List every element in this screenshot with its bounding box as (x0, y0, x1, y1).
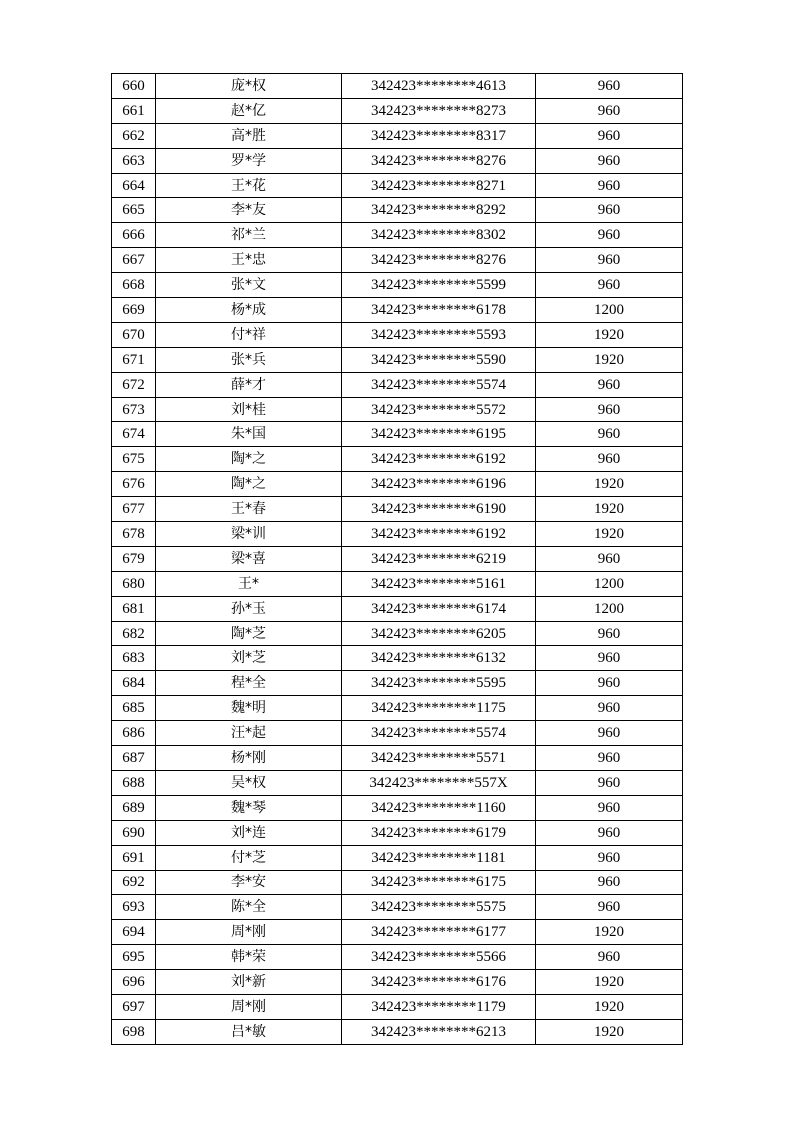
name-cell: 王* (156, 571, 342, 596)
id-number-cell: 342423********6219 (342, 546, 536, 571)
amount-cell: 960 (536, 198, 683, 223)
row-number-cell: 698 (112, 1019, 156, 1044)
table-row (112, 472, 683, 497)
table-row (112, 546, 683, 571)
id-number-cell: 342423********6192 (342, 522, 536, 547)
row-number-cell: 665 (112, 198, 156, 223)
amount-cell: 960 (536, 870, 683, 895)
name-cell: 祁*兰 (156, 223, 342, 248)
name-cell: 陶*之 (156, 472, 342, 497)
table-row (112, 372, 683, 397)
roster-table-body (112, 74, 683, 1045)
id-number-cell: 342423********8302 (342, 223, 536, 248)
name-cell: 李*安 (156, 870, 342, 895)
amount-cell: 1920 (536, 497, 683, 522)
id-number-cell: 342423********8317 (342, 123, 536, 148)
table-row (112, 596, 683, 621)
name-cell: 梁*训 (156, 522, 342, 547)
row-number-cell: 680 (112, 571, 156, 596)
amount-cell: 960 (536, 422, 683, 447)
id-number-cell: 342423********1181 (342, 845, 536, 870)
table-row (112, 820, 683, 845)
table-row (112, 994, 683, 1019)
table-row (112, 895, 683, 920)
amount-cell: 960 (536, 646, 683, 671)
row-number-cell: 696 (112, 970, 156, 995)
name-cell: 程*全 (156, 671, 342, 696)
row-number-cell: 694 (112, 920, 156, 945)
id-number-cell: 342423********6196 (342, 472, 536, 497)
row-number-cell: 660 (112, 74, 156, 99)
name-cell: 薛*才 (156, 372, 342, 397)
id-number-cell: 342423********6192 (342, 447, 536, 472)
name-cell: 张*兵 (156, 347, 342, 372)
row-number-cell: 672 (112, 372, 156, 397)
id-number-cell: 342423********5590 (342, 347, 536, 372)
row-number-cell: 681 (112, 596, 156, 621)
table-row (112, 970, 683, 995)
name-cell: 刘*桂 (156, 397, 342, 422)
table-row (112, 795, 683, 820)
name-cell: 陶*芝 (156, 621, 342, 646)
row-number-cell: 685 (112, 696, 156, 721)
table-row (112, 770, 683, 795)
row-number-cell: 688 (112, 770, 156, 795)
name-cell: 王*春 (156, 497, 342, 522)
row-number-cell: 678 (112, 522, 156, 547)
amount-cell: 1200 (536, 298, 683, 323)
row-number-cell: 682 (112, 621, 156, 646)
row-number-cell: 693 (112, 895, 156, 920)
amount-cell: 960 (536, 447, 683, 472)
amount-cell: 960 (536, 721, 683, 746)
id-number-cell: 342423********6174 (342, 596, 536, 621)
amount-cell: 960 (536, 895, 683, 920)
table-row (112, 646, 683, 671)
table-row (112, 571, 683, 596)
name-cell: 高*胜 (156, 123, 342, 148)
row-number-cell: 663 (112, 148, 156, 173)
table-row (112, 447, 683, 472)
row-number-cell: 689 (112, 795, 156, 820)
id-number-cell: 342423********5593 (342, 322, 536, 347)
name-cell: 孙*玉 (156, 596, 342, 621)
name-cell: 李*友 (156, 198, 342, 223)
id-number-cell: 342423********6190 (342, 497, 536, 522)
amount-cell: 960 (536, 148, 683, 173)
name-cell: 刘*连 (156, 820, 342, 845)
row-number-cell: 673 (112, 397, 156, 422)
amount-cell: 1920 (536, 1019, 683, 1044)
table-row (112, 123, 683, 148)
name-cell: 王*花 (156, 173, 342, 198)
name-cell: 朱*国 (156, 422, 342, 447)
name-cell: 杨*成 (156, 298, 342, 323)
name-cell: 张*文 (156, 273, 342, 298)
row-number-cell: 690 (112, 820, 156, 845)
id-number-cell: 342423********5595 (342, 671, 536, 696)
row-number-cell: 667 (112, 248, 156, 273)
table-row (112, 945, 683, 970)
amount-cell: 1920 (536, 322, 683, 347)
row-number-cell: 691 (112, 845, 156, 870)
table-row (112, 98, 683, 123)
row-number-cell: 677 (112, 497, 156, 522)
name-cell: 魏*明 (156, 696, 342, 721)
table-row (112, 223, 683, 248)
name-cell: 陶*之 (156, 447, 342, 472)
id-number-cell: 342423********5572 (342, 397, 536, 422)
amount-cell: 960 (536, 248, 683, 273)
amount-cell: 960 (536, 795, 683, 820)
row-number-cell: 669 (112, 298, 156, 323)
name-cell: 韩*荣 (156, 945, 342, 970)
name-cell: 魏*琴 (156, 795, 342, 820)
name-cell: 周*刚 (156, 994, 342, 1019)
id-number-cell: 342423********6205 (342, 621, 536, 646)
id-number-cell: 342423********6179 (342, 820, 536, 845)
id-number-cell: 342423********8271 (342, 173, 536, 198)
amount-cell: 960 (536, 696, 683, 721)
id-number-cell: 342423********8292 (342, 198, 536, 223)
id-number-cell: 342423********5574 (342, 721, 536, 746)
amount-cell: 960 (536, 74, 683, 99)
table-row (112, 322, 683, 347)
row-number-cell: 676 (112, 472, 156, 497)
id-number-cell: 342423********8276 (342, 248, 536, 273)
amount-cell: 960 (536, 273, 683, 298)
id-number-cell: 342423********1175 (342, 696, 536, 721)
row-number-cell: 692 (112, 870, 156, 895)
id-number-cell: 342423********5599 (342, 273, 536, 298)
name-cell: 王*忠 (156, 248, 342, 273)
amount-cell: 960 (536, 945, 683, 970)
name-cell: 付*芝 (156, 845, 342, 870)
id-number-cell: 342423********5161 (342, 571, 536, 596)
name-cell: 庞*权 (156, 74, 342, 99)
row-number-cell: 683 (112, 646, 156, 671)
amount-cell: 960 (536, 746, 683, 771)
amount-cell: 1920 (536, 472, 683, 497)
amount-cell: 1920 (536, 920, 683, 945)
row-number-cell: 670 (112, 322, 156, 347)
id-number-cell: 342423********6175 (342, 870, 536, 895)
row-number-cell: 668 (112, 273, 156, 298)
row-number-cell: 664 (112, 173, 156, 198)
amount-cell: 960 (536, 546, 683, 571)
table-row (112, 721, 683, 746)
table-row (112, 148, 683, 173)
row-number-cell: 695 (112, 945, 156, 970)
table-row (112, 870, 683, 895)
row-number-cell: 674 (112, 422, 156, 447)
id-number-cell: 342423********6178 (342, 298, 536, 323)
id-number-cell: 342423********4613 (342, 74, 536, 99)
id-number-cell: 342423********6177 (342, 920, 536, 945)
name-cell: 刘*芝 (156, 646, 342, 671)
name-cell: 吕*敏 (156, 1019, 342, 1044)
amount-cell: 960 (536, 845, 683, 870)
name-cell: 刘*新 (156, 970, 342, 995)
name-cell: 杨*刚 (156, 746, 342, 771)
id-number-cell: 342423********6132 (342, 646, 536, 671)
row-number-cell: 666 (112, 223, 156, 248)
id-number-cell: 342423********1160 (342, 795, 536, 820)
name-cell: 陈*全 (156, 895, 342, 920)
id-number-cell: 342423********5571 (342, 746, 536, 771)
id-number-cell: 342423********8273 (342, 98, 536, 123)
name-cell: 吴*权 (156, 770, 342, 795)
table-row (112, 397, 683, 422)
row-number-cell: 661 (112, 98, 156, 123)
table-row (112, 422, 683, 447)
row-number-cell: 671 (112, 347, 156, 372)
name-cell: 付*祥 (156, 322, 342, 347)
table-row (112, 298, 683, 323)
amount-cell: 1200 (536, 596, 683, 621)
row-number-cell: 679 (112, 546, 156, 571)
row-number-cell: 675 (112, 447, 156, 472)
amount-cell: 1920 (536, 347, 683, 372)
row-number-cell: 697 (112, 994, 156, 1019)
name-cell: 罗*学 (156, 148, 342, 173)
amount-cell: 1920 (536, 970, 683, 995)
amount-cell: 1200 (536, 571, 683, 596)
table-row (112, 522, 683, 547)
id-number-cell: 342423********6195 (342, 422, 536, 447)
id-number-cell: 342423********5566 (342, 945, 536, 970)
amount-cell: 960 (536, 123, 683, 148)
id-number-cell: 342423********557X (342, 770, 536, 795)
table-row (112, 746, 683, 771)
amount-cell: 960 (536, 223, 683, 248)
amount-cell: 1920 (536, 994, 683, 1019)
row-number-cell: 687 (112, 746, 156, 771)
roster-table (111, 73, 683, 1045)
id-number-cell: 342423********6213 (342, 1019, 536, 1044)
row-number-cell: 684 (112, 671, 156, 696)
table-row (112, 696, 683, 721)
table-row (112, 273, 683, 298)
table-row (112, 920, 683, 945)
name-cell: 梁*喜 (156, 546, 342, 571)
amount-cell: 960 (536, 397, 683, 422)
id-number-cell: 342423********6176 (342, 970, 536, 995)
table-row (112, 173, 683, 198)
id-number-cell: 342423********5574 (342, 372, 536, 397)
table-row (112, 198, 683, 223)
row-number-cell: 686 (112, 721, 156, 746)
id-number-cell: 342423********1179 (342, 994, 536, 1019)
id-number-cell: 342423********5575 (342, 895, 536, 920)
table-row (112, 1019, 683, 1044)
name-cell: 赵*亿 (156, 98, 342, 123)
table-row (112, 621, 683, 646)
table-row (112, 74, 683, 99)
table-row (112, 248, 683, 273)
table-row (112, 347, 683, 372)
table-row (112, 671, 683, 696)
amount-cell: 960 (536, 621, 683, 646)
table-row (112, 845, 683, 870)
amount-cell: 1920 (536, 522, 683, 547)
amount-cell: 960 (536, 671, 683, 696)
id-number-cell: 342423********8276 (342, 148, 536, 173)
table-row (112, 497, 683, 522)
row-number-cell: 662 (112, 123, 156, 148)
amount-cell: 960 (536, 770, 683, 795)
amount-cell: 960 (536, 173, 683, 198)
amount-cell: 960 (536, 820, 683, 845)
amount-cell: 960 (536, 372, 683, 397)
name-cell: 汪*起 (156, 721, 342, 746)
amount-cell: 960 (536, 98, 683, 123)
name-cell: 周*刚 (156, 920, 342, 945)
